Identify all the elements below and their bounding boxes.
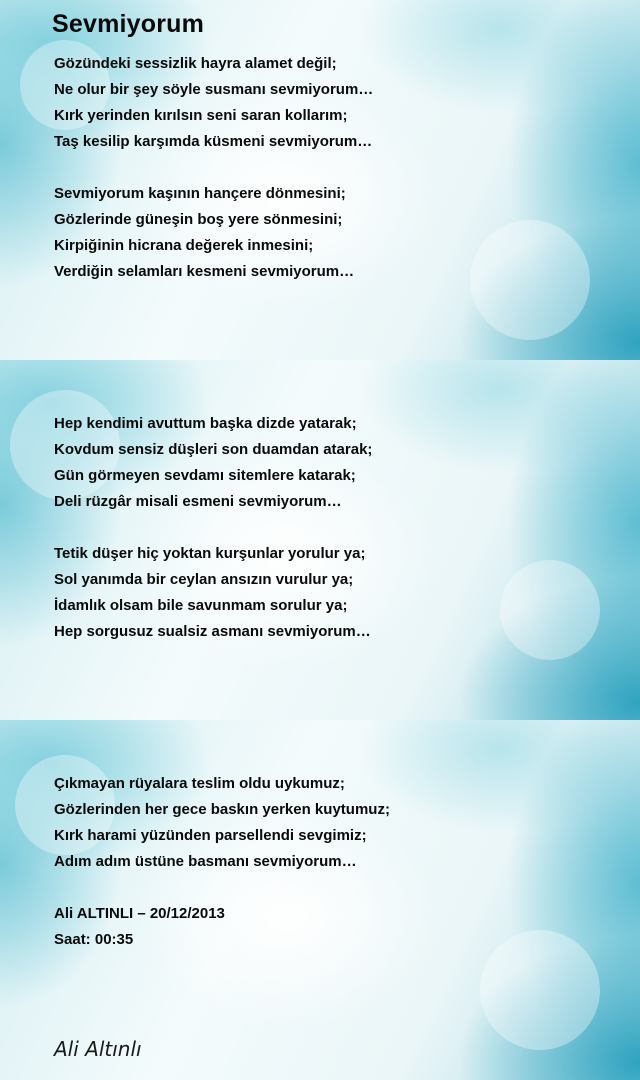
poem-line: Taş kesilip karşımda küsmeni sevmiyorum… (54, 133, 373, 150)
poem-line: Kırk harami yüzünden parsellendi sevgimiz; (54, 827, 367, 844)
stanza-3 (54, 411, 372, 515)
stanza-1 (54, 51, 373, 155)
bokeh-light (500, 560, 600, 660)
poem-line: Çıkmayan rüyalara teslim oldu uykumuz; (54, 775, 345, 792)
poem-credits (54, 901, 225, 953)
poem-panel-3 (0, 720, 640, 1080)
poem-line: İdamlık olsam bile savunmam sorulur ya; (54, 597, 348, 614)
poem-panel-2 (0, 360, 640, 720)
bokeh-light (470, 220, 590, 340)
poem-line: Hep sorgusuz sualsiz asmanı sevmiyorum… (54, 623, 371, 640)
poem-line: Ne olur bir şey söyle susmanı sevmiyorum… (54, 81, 374, 98)
stanza-2 (54, 181, 354, 285)
stanza-5 (54, 771, 390, 875)
poem-line: Tetik düşer hiç yoktan kurşunlar yorulur ya; (54, 545, 366, 562)
poem-line: Deli rüzgâr misali esmeni sevmiyorum… (54, 493, 342, 510)
poem-line: Hep kendimi avuttum başka dizde yatarak; (54, 415, 357, 432)
poem-line: Gözündeki sessizlik hayra alamet değil; (54, 55, 337, 72)
stanza-4 (54, 541, 371, 645)
time-line: Saat: 00:35 (54, 931, 134, 948)
poem-line: Kirpiğinin hicrana değerek inmesini; (54, 237, 314, 254)
poem-line: Verdiğin selamları kesmeni sevmiyorum… (54, 263, 355, 280)
poem-line: Gözlerinden her gece baskın yerken kuytumuz; (54, 801, 390, 818)
poem-line: Gün görmeyen sevdamı sitemlere katarak; (54, 467, 356, 484)
poem-line: Kovdum sensiz düşleri son duamdan atarak; (54, 441, 373, 458)
poem-title: Sevmiyorum (52, 10, 205, 38)
author-signature: Ali Altınlı (54, 1037, 142, 1061)
bokeh-light (480, 930, 600, 1050)
poem-line: Sevmiyorum kaşının hançere dönmesini; (54, 185, 346, 202)
poem-line: Kırk yerinden kırılsın seni saran kollarım; (54, 107, 348, 124)
poem-line: Gözlerinde güneşin boş yere sönmesini; (54, 211, 343, 228)
poem-line: Adım adım üstüne basmanı sevmiyorum… (54, 853, 357, 870)
poem-line: Sol yanımda bir ceylan ansızın vurulur ya; (54, 571, 354, 588)
poem-panel-1 (0, 0, 640, 360)
author-date-line: Ali ALTINLI – 20/12/2013 (54, 905, 225, 922)
